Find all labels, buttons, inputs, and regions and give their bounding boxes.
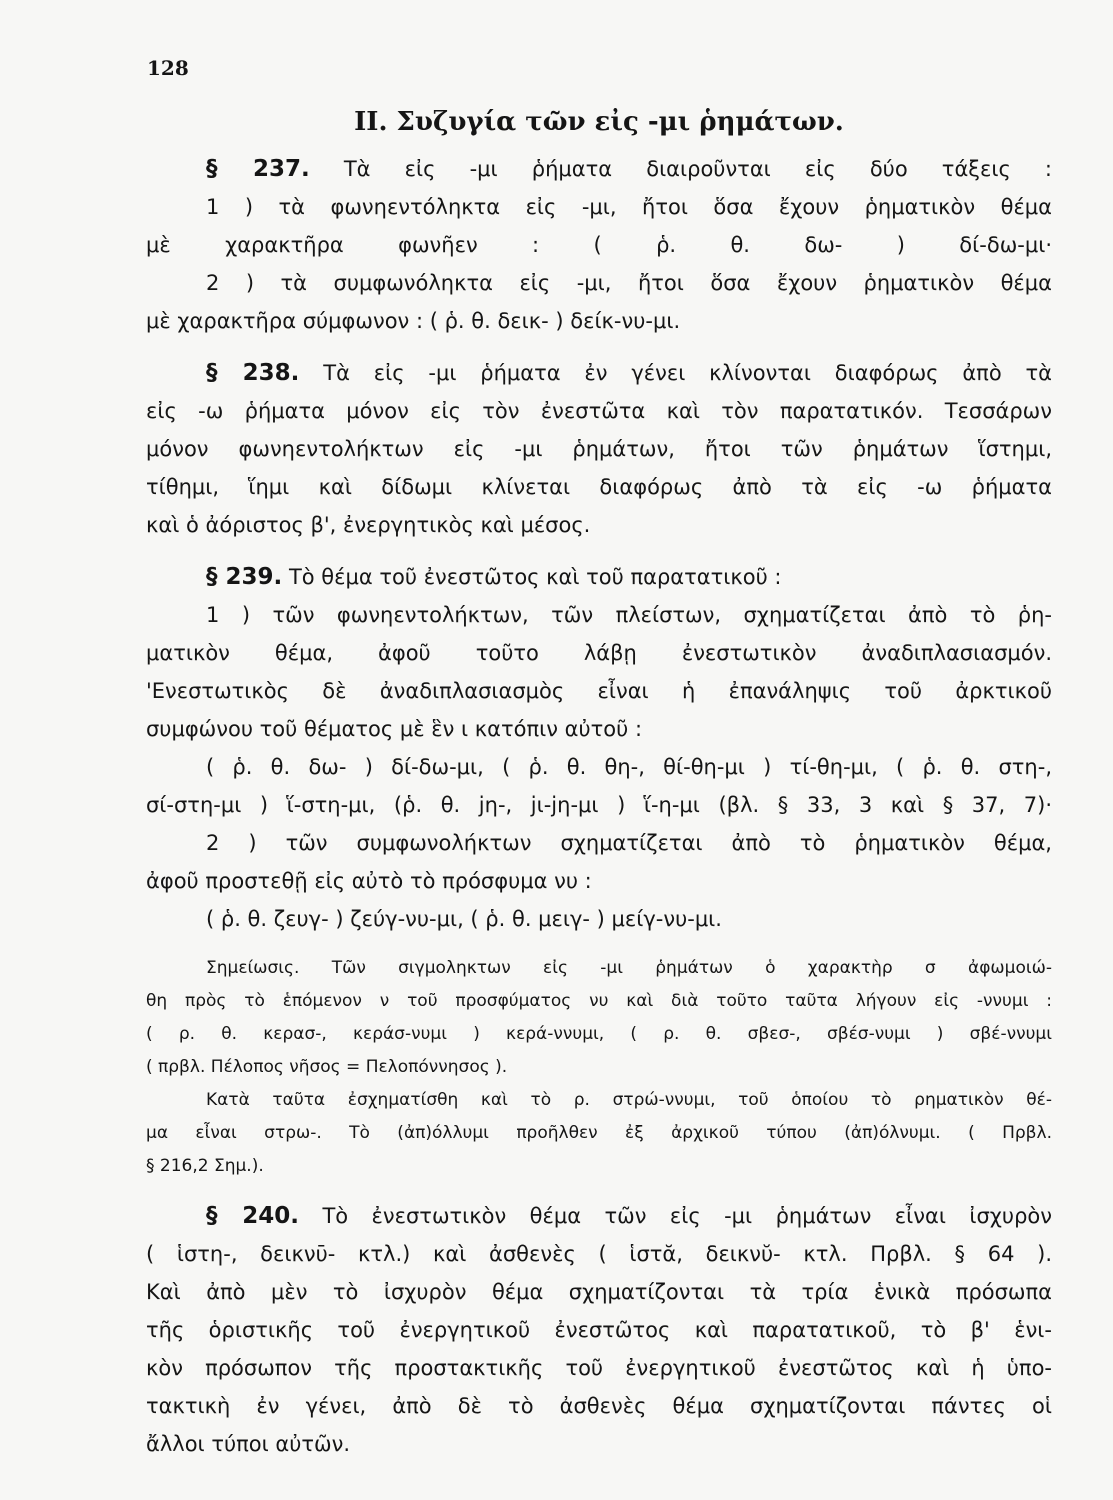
text-line: κὸν πρόσωπον τῆς προστακτικῆς τοῦ ἐνεργητικοῦ ἐνεστῶτος καὶ ἡ ὑπο- — [146, 1356, 1052, 1380]
text-line: ( ῥ. θ. δω- ) δί-δω-μι, ( ῥ. θ. θη-, θί-θη-μι ) τί-θη-μι, ( ῥ. θ. στη-, — [206, 755, 1052, 779]
text-line: 1 ) τῶν φωνηεντολήκτων, τῶν πλείστων, σχηματίζεται ἀπὸ τὸ ῥη- — [206, 603, 1052, 627]
text-line: σί-στη-μι ) ἵ-στη-μι, (ῥ. θ. jη-, jι-jη-μι ) ἵ-η-μι (βλ. § 33, 3 καὶ § 37, 7)· — [146, 793, 1052, 817]
text-line: § 237. Τὰ εἰς -μι ῥήματα διαιροῦνται εἰς δύο τάξεις : — [206, 156, 1052, 182]
text-line: μόνον φωνηεντολήκτων εἰς -μι ῥημάτων, ἤτοι τῶν ῥημάτων ἵστημι, — [146, 437, 1052, 461]
text-line: τίθημι, ἵημι καὶ δίδωμι κλίνεται διαφόρως ἀπὸ τὰ εἰς -ω ῥήματα — [146, 475, 1052, 499]
text-line: ( ἱστη-, δεικνῡ- κτλ.) καὶ ἀσθενὲς ( ἱστᾰ, δεικνῠ- κτλ. Πρβλ. § 64 ). — [146, 1242, 1052, 1266]
note-line: θη πρὸς τὸ ἑπόμενον ν τοῦ προσφύματος νυ καὶ διὰ τοῦτο ταῦτα λήγουν εἰς -ννυμι : — [146, 991, 1052, 1011]
note-block — [146, 952, 1052, 1183]
text-line: μὲ χαρακτῆρα φωνῆεν : ( ῥ. θ. δω- ) δί-δω-μι· — [146, 233, 1052, 257]
text-line: § 238. Τὰ εἰς -μι ῥήματα ἐν γένει κλίνονται διαφόρως ἀπὸ τὰ — [206, 360, 1052, 386]
text-line: § 240. Τὸ ἐνεστωτικὸν θέμα τῶν εἰς -μι ῥημάτων εἶναι ἰσχυρὸν — [206, 1203, 1052, 1229]
text-line: ἄλλοι τύποι αὐτῶν. — [146, 1432, 351, 1456]
text-line: μὲ χαρακτῆρα σύμφωνον : ( ῥ. θ. δεικ- ) δείκ-νυ-μι. — [146, 309, 681, 333]
section-239 — [146, 558, 1052, 938]
text-line: εἰς -ω ῥήματα μόνον εἰς τὸν ἐνεστῶτα καὶ τὸν παρατατικόν. Τεσσάρων — [146, 399, 1052, 423]
note-line: ( ρ. θ. κερασ-, κεράσ-νυμι ) κερά-ννυμι, ( ρ. θ. σβεσ-, σβέσ-νυμι ) σβέ-ννυμι — [146, 1024, 1052, 1044]
page-content — [146, 100, 1052, 1463]
text-line: ματικὸν θέμα, ἀφοῦ τοῦτο λάβῃ ἐνεστωτικὸν ἀναδιπλασιασμόν. — [146, 641, 1052, 665]
text-line: § 239. Τὸ θέμα τοῦ ἐνεστῶτος καὶ τοῦ παρατατικοῦ : — [206, 564, 782, 590]
page-number: 128 — [147, 56, 189, 80]
text-line: τακτικὴ ἐν γένει, ἀπὸ δὲ τὸ ἀσθενὲς θέμα σχηματίζονται πάντες οἱ — [146, 1394, 1052, 1418]
text-line: ( ῥ. θ. ζευγ- ) ζεύγ-νυ-μι, ( ῥ. θ. μειγ- ) μείγ-νυ-μι. — [206, 907, 722, 931]
text-line: 2 ) τῶν συμφωνολήκτων σχηματίζεται ἀπὸ τὸ ῥηματικὸν θέμα, — [206, 831, 1052, 855]
note-line: § 216,2 Σημ.). — [146, 1156, 264, 1176]
section-number: § 238. — [206, 360, 300, 386]
text-line: 'Ενεστωτικὸς δὲ ἀναδιπλασιασμὸς εἶναι ἡ ἐπανάληψις τοῦ ἀρκτικοῦ — [146, 679, 1052, 703]
section-238 — [146, 354, 1052, 544]
text-line: 1 ) τὰ φωνηεντόληκτα εἰς -μι, ἤτοι ὅσα ἔχουν ῥηματικὸν θέμα — [206, 195, 1052, 219]
text-line: Καὶ ἀπὸ μὲν τὸ ἰσχυρὸν θέμα σχηματίζονται τὰ τρία ἑνικὰ πρόσωπα — [146, 1280, 1052, 1304]
note-line: ( πρβλ. Πέλοπος νῆσος = Πελοπόννησος ). — [146, 1057, 508, 1077]
text-line: ἀφοῦ προστεθῇ εἰς αὐτὸ τὸ πρόσφυμα νυ : — [146, 869, 592, 893]
text-line: συμφώνου τοῦ θέματος μὲ ἓν ι κατόπιν αὐτοῦ : — [146, 717, 643, 741]
section-number: § 237. — [206, 156, 310, 182]
note-line: μα εἶναι στρω-. Τὸ (ἀπ)όλλυμι προῆλθεν ἐξ ἀρχικοῦ τύπου (ἀπ)όλνυμι. ( Πρβλ. — [146, 1123, 1052, 1143]
text-line: τῆς ὁριστικῆς τοῦ ἐνεργητικοῦ ἐνεστῶτος καὶ παρατατικοῦ, τὸ β' ἑνι- — [146, 1318, 1052, 1342]
section-number: § 239. — [206, 564, 283, 590]
chapter-title: II. Συζυγία τῶν εἰς -μι ῥημάτων. — [354, 107, 844, 137]
section-237 — [146, 150, 1052, 340]
text-line: καὶ ὁ ἀόριστος β', ἐνεργητικὸς καὶ μέσος. — [146, 513, 591, 537]
text-line: 2 ) τὰ συμφωνόληκτα εἰς -μι, ἤτοι ὅσα ἔχουν ῥηματικὸν θέμα — [206, 271, 1052, 295]
note-line: Κατὰ ταῦτα ἐσχηματίσθη καὶ τὸ ρ. στρώ-ννυμι, τοῦ ὁποίου τὸ ρηματικὸν θέ- — [206, 1090, 1052, 1110]
note-line: Σημείωσις. Τῶν σιγμοληκτων εἰς -μι ῥημάτων ὁ χαρακτὴρ σ ἀφωμοιώ- — [206, 958, 1052, 978]
section-240 — [146, 1197, 1052, 1463]
section-number: § 240. — [206, 1203, 300, 1229]
